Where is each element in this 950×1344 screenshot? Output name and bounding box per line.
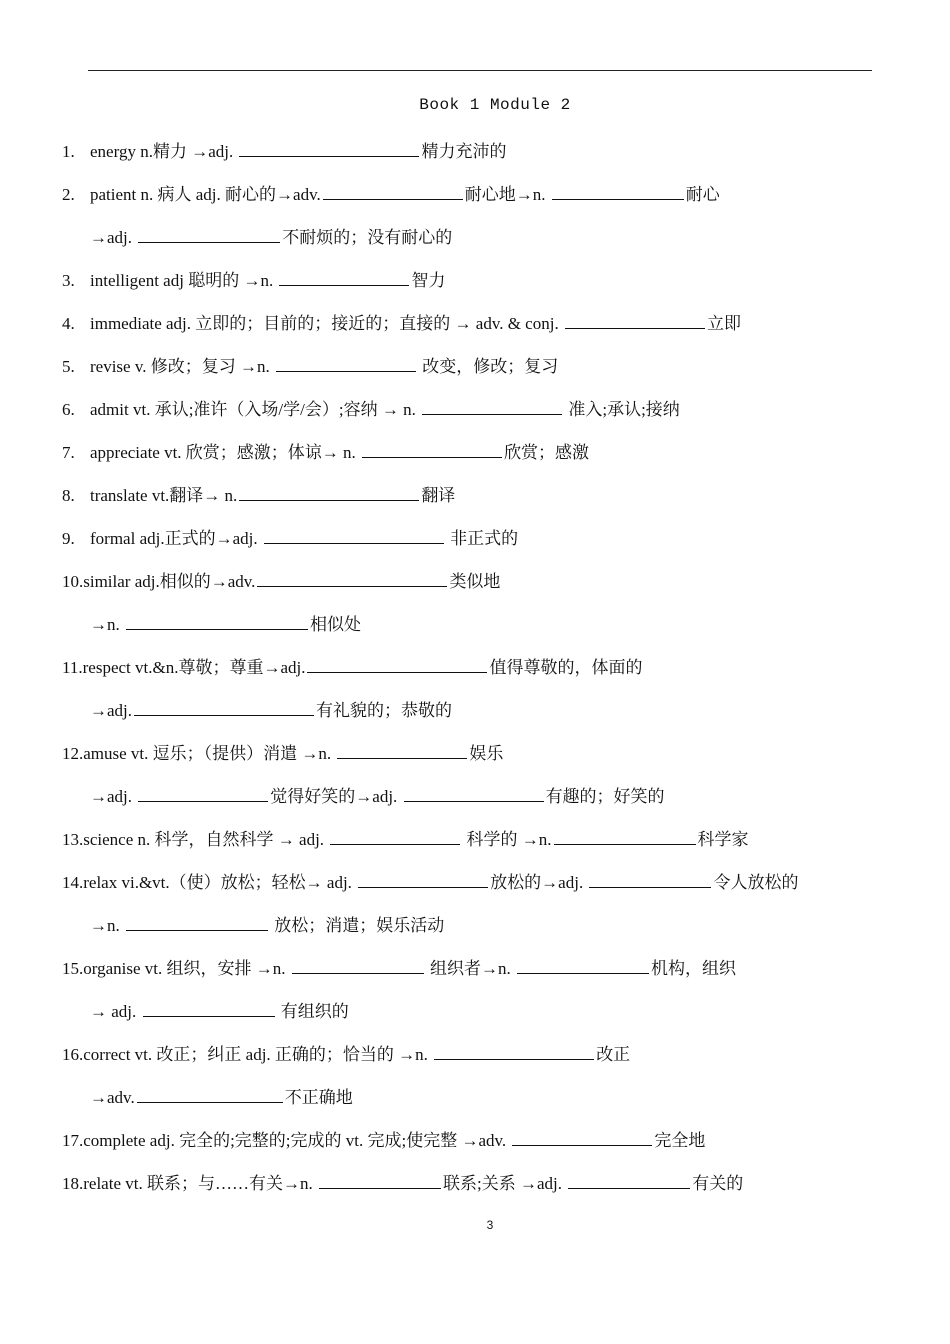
item-text: appreciate vt. 欣赏；感激；体谅→ n. [90, 443, 361, 462]
item-text: →n. [90, 615, 124, 634]
answer-blank[interactable] [362, 440, 502, 458]
item-text: 有趣的；好笑的 [545, 787, 665, 806]
answer-blank[interactable] [239, 483, 419, 501]
item-text: relax vi.&vt.（使）放松；轻松→ adj. [83, 873, 357, 892]
answer-blank[interactable] [279, 268, 409, 286]
item-text: correct vt. 改正；纠正 adj. 正确的；恰当的 →n. [83, 1045, 433, 1064]
list-item-continuation [90, 612, 361, 636]
item-text: →adv. [90, 1088, 135, 1107]
answer-blank[interactable] [565, 311, 705, 329]
answer-blank[interactable] [330, 827, 460, 845]
answer-blank[interactable] [126, 913, 268, 931]
item-text: 组织者→n. [425, 959, 516, 978]
answer-blank[interactable] [517, 956, 649, 974]
item-text: 不耐烦的；没有耐心的 [282, 228, 453, 247]
list-item [62, 268, 445, 292]
item-text: 类似地 [449, 572, 501, 591]
answer-blank[interactable] [319, 1171, 441, 1189]
list-item [62, 311, 741, 335]
answer-blank[interactable] [292, 956, 424, 974]
item-text: 不正确地 [284, 1088, 353, 1107]
item-text: admit vt. 承认;准许（入场/学/会）;容纳 → n. [90, 400, 421, 419]
answer-blank[interactable] [568, 1171, 690, 1189]
list-item [62, 655, 642, 679]
item-number: 4. [62, 314, 75, 333]
item-text: 联系;关系 →adj. [442, 1174, 567, 1193]
item-number: 16. [62, 1045, 84, 1064]
answer-blank[interactable] [404, 784, 544, 802]
answer-blank[interactable] [143, 999, 275, 1017]
item-number: 6. [62, 400, 75, 419]
item-text: 智力 [411, 271, 446, 290]
item-text: 翻译 [421, 486, 456, 505]
item-text: complete adj. 完全的;完整的;完成的 vt. 完成;使完整 →adv. [83, 1131, 511, 1150]
item-text: 有礼貌的；恭敬的 [316, 701, 453, 720]
item-number: 18. [62, 1174, 84, 1193]
answer-blank[interactable] [552, 182, 684, 200]
item-number: 13. [62, 830, 84, 849]
item-text: 相似处 [310, 615, 361, 634]
item-number: 2. [62, 185, 75, 204]
item-number: 14. [62, 873, 84, 892]
item-text: 科学家 [697, 830, 749, 849]
answer-blank[interactable] [138, 784, 268, 802]
item-text: 觉得好笑的→adj. [270, 787, 402, 806]
item-text: respect vt.&n.尊敬；尊重→adj. [82, 658, 306, 677]
answer-blank[interactable] [323, 182, 463, 200]
answer-blank[interactable] [512, 1128, 652, 1146]
item-number: 11. [62, 658, 83, 677]
list-item [62, 440, 589, 464]
list-item-continuation [90, 698, 452, 722]
item-text: patient n. 病人 adj. 耐心的→adv. [90, 185, 321, 204]
item-text: 放松；消遣；娱乐活动 [270, 916, 445, 935]
item-text: →adj. [90, 701, 133, 720]
list-item [62, 397, 680, 421]
item-text: energy n.精力 →adj. [90, 142, 238, 161]
item-text: 科学的 →n. [462, 830, 552, 849]
item-number: 17. [62, 1131, 84, 1150]
list-item [62, 1171, 743, 1195]
list-item [62, 569, 500, 593]
item-text: 放松的→adj. [490, 873, 588, 892]
item-text: 令人放松的 [713, 873, 799, 892]
item-text: →adj. [90, 228, 137, 247]
list-item [62, 483, 455, 507]
item-text: 耐心 [685, 185, 720, 204]
answer-blank[interactable] [276, 354, 416, 372]
item-text: 值得尊敬的，体面的 [489, 658, 643, 677]
item-text: amuse vt. 逗乐；（提供）消遣 →n. [83, 744, 336, 763]
item-text: science n. 科学，自然科学 → adj. [83, 830, 329, 849]
list-item [62, 1128, 705, 1152]
item-text: 立即 [706, 314, 741, 333]
page-title: Book 1 Module 2 [419, 96, 571, 114]
list-item-continuation [90, 225, 452, 249]
list-item-continuation [90, 913, 444, 937]
item-text: 有关的 [692, 1174, 744, 1193]
item-text: similar adj.相似的→adv. [83, 572, 256, 591]
item-text: →n. [90, 916, 124, 935]
answer-blank[interactable] [337, 741, 467, 759]
answer-blank[interactable] [554, 827, 696, 845]
item-text: relate vt. 联系；与……有关→n. [83, 1174, 317, 1193]
list-item-continuation [90, 784, 665, 808]
item-text: 非正式的 [445, 529, 519, 548]
item-number: 9. [62, 529, 75, 548]
item-number: 7. [62, 443, 75, 462]
item-text: organise vt. 组织，安排 →n. [83, 959, 290, 978]
item-text: intelligent adj 聪明的 →n. [90, 271, 278, 290]
item-number: 10. [62, 572, 84, 591]
item-text: immediate adj. 立即的；目前的；接近的；直接的 → adv. & conj. [90, 314, 563, 333]
list-item [62, 956, 736, 980]
item-text: translate vt.翻译→ n. [90, 486, 238, 505]
list-item [62, 870, 798, 894]
answer-blank[interactable] [422, 397, 562, 415]
answer-blank[interactable] [264, 526, 444, 544]
item-text: 准入;承认;接纳 [564, 400, 680, 419]
answer-blank[interactable] [434, 1042, 594, 1060]
list-item [62, 827, 749, 851]
item-text: 改正 [596, 1045, 631, 1064]
item-text: 机构，组织 [651, 959, 737, 978]
list-item-continuation [90, 1085, 353, 1109]
answer-blank[interactable] [589, 870, 711, 888]
item-text: revise v. 修改；复习 →n. [90, 357, 274, 376]
item-number: 8. [62, 486, 75, 505]
item-text: → adj. [90, 1002, 141, 1021]
list-item-continuation [90, 999, 349, 1023]
answer-blank[interactable] [126, 612, 308, 630]
item-text: →adj. [90, 787, 137, 806]
item-text: 精力充沛的 [421, 142, 507, 161]
answer-blank[interactable] [239, 139, 419, 157]
answer-blank[interactable] [137, 1085, 283, 1103]
item-text: formal adj.正式的→adj. [90, 529, 262, 548]
list-item [62, 139, 506, 163]
item-text: 改变，修改；复习 [418, 357, 559, 376]
answer-blank[interactable] [257, 569, 447, 587]
list-item [62, 741, 503, 765]
item-number: 15. [62, 959, 84, 978]
item-number: 1. [62, 142, 75, 161]
item-text: 欣赏；感激 [504, 443, 590, 462]
item-text: 有组织的 [276, 1002, 349, 1021]
answer-blank[interactable] [138, 225, 280, 243]
item-text: 耐心地→n. [464, 185, 550, 204]
item-text: 完全地 [654, 1131, 706, 1150]
answer-blank[interactable] [358, 870, 488, 888]
list-item [62, 354, 558, 378]
item-text: 娱乐 [469, 744, 504, 763]
list-item [62, 526, 518, 550]
item-number: 12. [62, 744, 84, 763]
answer-blank[interactable] [134, 698, 314, 716]
item-number: 5. [62, 357, 75, 376]
list-item [62, 182, 720, 206]
header-rule [88, 70, 872, 71]
list-item [62, 1042, 630, 1066]
item-number: 3. [62, 271, 75, 290]
page-number: 3 [486, 1218, 494, 1232]
answer-blank[interactable] [307, 655, 487, 673]
